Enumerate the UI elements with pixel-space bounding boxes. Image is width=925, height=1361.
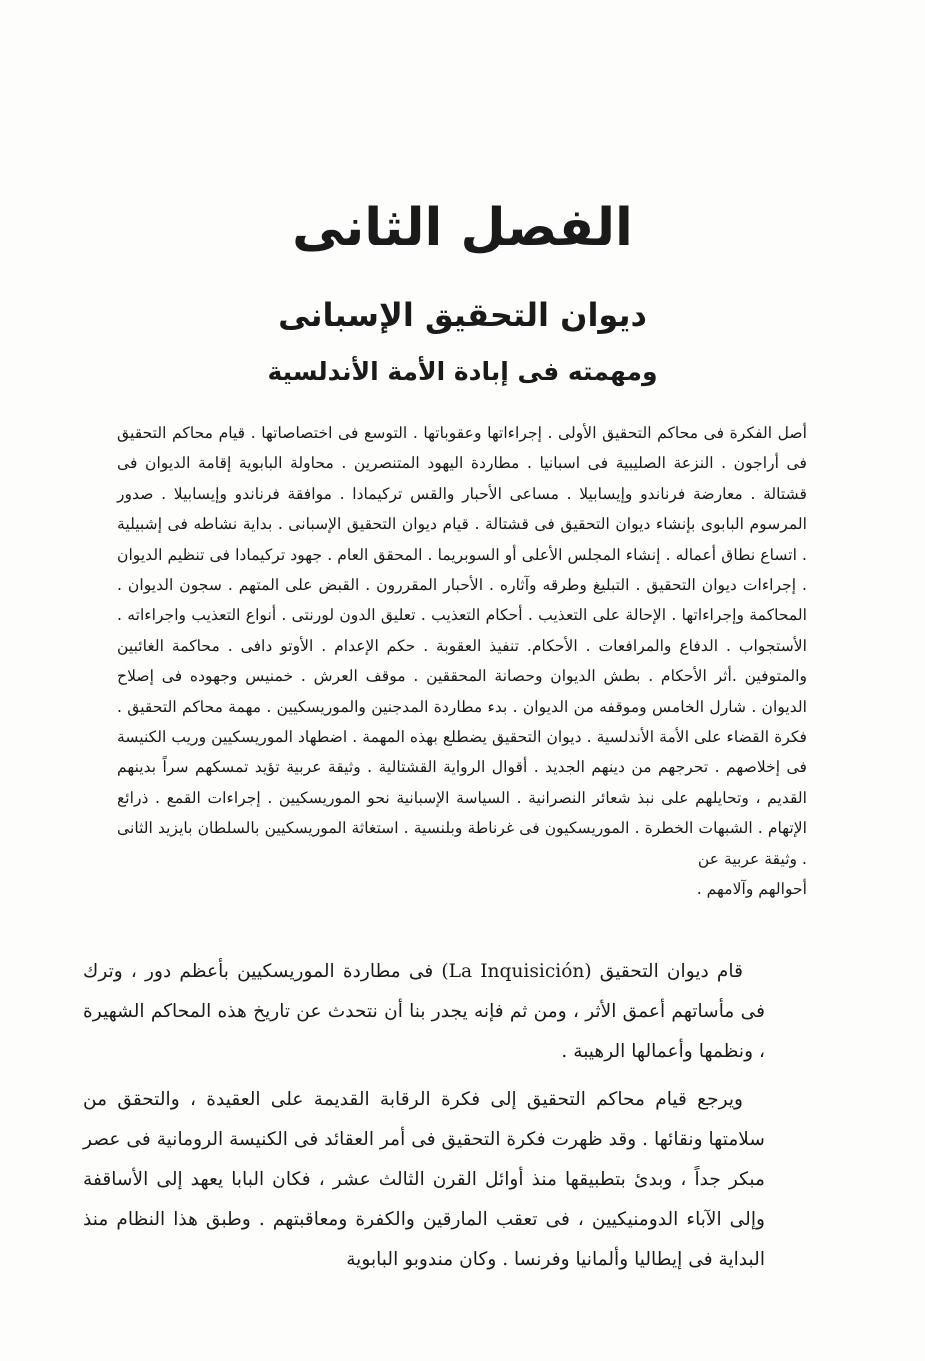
synopsis-text: أصل الفكرة فى محاكم التحقيق الأولى . إجراءاتها وعقوباتها . التوسع فى اختصاصاتها . قيام محاكم التحقيق فى أراجون . النزعة الصليبية فى اسبانيا . مطاردة اليهود المتنصرين . محاولة البابوية إقامة الديوان فى قشتالة . معارضة فرناندو وإيسابيلا . مساعى الأحبار والقس تركيمادا . موافقة فرناندو وإيسابيلا . صدور المرسوم البابوى بإنشاء ديوان التحقيق فى قشتالة . قيام ديوان التحقيق الإسبانى . بداية نشاطه فى إشبيلية . اتساع نطاق أعماله . إنشاء المجلس الأعلى أو السوبريما . المحقق العام . جهود تركيمادا فى تنظيم الديوان . إجراءات ديوان التحقيق . التبليغ وطرقه وآثاره . الأحبار المقررون . القبض على المتهم . سجون الديوان . المحاكمة وإجراءاتها . الإحالة على التعذيب . أحكام التعذيب . تعليق الدون لورنتى . أنواع التعذيب واجراءاته . الأستجواب . الدفاع والمرافعات . الأحكام. تنفيذ العقوبة . حكم الإعدام . الأوتو دافى . محاكمة الغائبين والمتوفين .أثر الأحكام . بطش الديوان وحصانة المحققين . موقف العرش . خمنيس وجهوده فى إصلاح الديوان . شارل الخامس وموقفه من الديوان . بدء مطاردة المدجنين والموريسكيين . مهمة محاكم التحقيق . فكرة القضاء على الأمة الأندلسية . ديوان التحقيق يضطلع بهذه المهمة . اضطهاد الموريسكيين وريب الكنيسة فى إخلاصهم . تحرجهم من دينهم الجديد . أقوال الرواية القشتالية . وثيقة عربية تؤيد تمسكهم سراً بدينهم القديم ، وتحايلهم على نبذ شعائر النصرانية . السياسة الإسبانية نحو الموريسكيين . إجراءات القمع . ذرائع الإتهام . الشبهات الخطرة . الموريسكيون فى غرناطة وبلنسية . استغاثة الموريسكيين بالسلطان بايزيد الثانى . وثيقة عربية عن — [117, 424, 807, 868]
body-paragraph: قام ديوان التحقيق (La Inquisición) فى مطاردة الموريسكيين بأعظم دور ، وترك فى مأساتهم أعمق الأثر ، ومن ثم فإنه يجدر بنا أن نتحدث عن تاريخ هذه المحاكم الشهيرة ، ونظمها وأعمالها الرهيبة . — [83, 961, 765, 1062]
subtitle: ومهمته فى إبادة الأمة الأندلسية — [267, 357, 658, 386]
chapter-synopsis — [117, 418, 807, 905]
body-paragraph: ويرجع قيام محاكم التحقيق إلى فكرة الرقابة القديمة على العقيدة ، والتحقق من سلامتها ونقائها . وقد ظهرت فكرة التحقيق فى أمر العقائد فى الكنيسة الرومانية فى عصر مبكر جداً ، وبدئ بتطبيقها منذ أوائل القرن الثالث عشر ، فكان البابا يعهد إلى الأساقفة وإلى الآباء الدومنيكيين ، فى تعقب المارقين والكفرة ومعاقبتهم . وطبق هذا النظام منذ البداية فى إيطاليا وألمانيا وفرنسا . وكان مندوبو البابوية — [83, 1089, 765, 1270]
chapter-title: الفصل الثانى — [292, 198, 633, 258]
body-text — [83, 952, 765, 1280]
main-title: ديوان التحقيق الإسبانى — [278, 296, 647, 334]
synopsis-last-line: أحوالهم وآلامهم . — [696, 880, 807, 899]
